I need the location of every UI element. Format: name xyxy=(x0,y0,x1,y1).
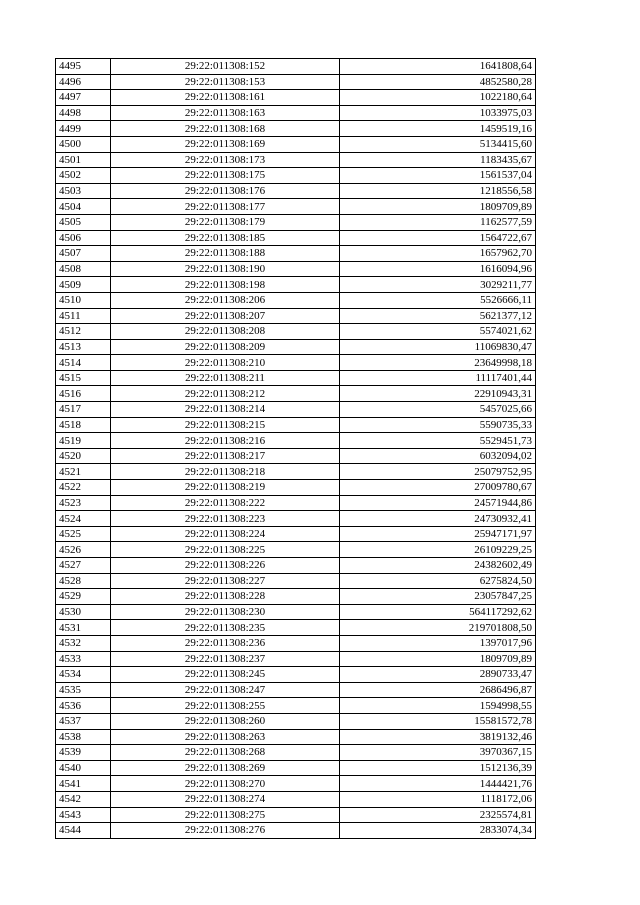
value-cell: 5526666,11 xyxy=(340,292,536,308)
row-number-cell: 4536 xyxy=(56,698,111,714)
cadastral-number-cell: 29:22:011308:190 xyxy=(111,261,340,277)
cadastral-number-cell: 29:22:011308:275 xyxy=(111,807,340,823)
row-number-cell: 4508 xyxy=(56,261,111,277)
table-row xyxy=(56,121,536,137)
table-row xyxy=(56,261,536,277)
table-row xyxy=(56,90,536,106)
cadastral-number-cell: 29:22:011308:152 xyxy=(111,59,340,75)
table-row xyxy=(56,183,536,199)
row-number-cell: 4534 xyxy=(56,667,111,683)
table-row xyxy=(56,324,536,340)
row-number-cell: 4514 xyxy=(56,355,111,371)
table-row xyxy=(56,168,536,184)
value-cell: 219701808,50 xyxy=(340,620,536,636)
cadastral-number-cell: 29:22:011308:207 xyxy=(111,308,340,324)
cadastral-number-cell: 29:22:011308:227 xyxy=(111,573,340,589)
value-cell: 2890733,47 xyxy=(340,667,536,683)
table-row xyxy=(56,230,536,246)
cadastral-number-cell: 29:22:011308:237 xyxy=(111,651,340,667)
cadastral-number-cell: 29:22:011308:270 xyxy=(111,776,340,792)
row-number-cell: 4495 xyxy=(56,59,111,75)
value-cell: 2686496,87 xyxy=(340,682,536,698)
table-row xyxy=(56,745,536,761)
cadastral-number-cell: 29:22:011308:168 xyxy=(111,121,340,137)
table-row xyxy=(56,589,536,605)
cadastral-number-cell: 29:22:011308:222 xyxy=(111,495,340,511)
row-number-cell: 4502 xyxy=(56,168,111,184)
row-number-cell: 4506 xyxy=(56,230,111,246)
cadastral-number-cell: 29:22:011308:223 xyxy=(111,511,340,527)
row-number-cell: 4539 xyxy=(56,745,111,761)
value-cell: 4852580,28 xyxy=(340,74,536,90)
cadastral-number-cell: 29:22:011308:198 xyxy=(111,277,340,293)
row-number-cell: 4537 xyxy=(56,713,111,729)
table-row xyxy=(56,511,536,527)
row-number-cell: 4518 xyxy=(56,417,111,433)
row-number-cell: 4521 xyxy=(56,464,111,480)
table-row xyxy=(56,277,536,293)
row-number-cell: 4529 xyxy=(56,589,111,605)
row-number-cell: 4542 xyxy=(56,791,111,807)
value-cell: 5457025,66 xyxy=(340,402,536,418)
row-number-cell: 4519 xyxy=(56,433,111,449)
row-number-cell: 4531 xyxy=(56,620,111,636)
value-cell: 5134415,60 xyxy=(340,136,536,152)
value-cell: 5574021,62 xyxy=(340,324,536,340)
table-row xyxy=(56,760,536,776)
value-cell: 23649998,18 xyxy=(340,355,536,371)
table-row xyxy=(56,59,536,75)
row-number-cell: 4496 xyxy=(56,74,111,90)
cadastral-number-cell: 29:22:011308:236 xyxy=(111,635,340,651)
row-number-cell: 4525 xyxy=(56,526,111,542)
row-number-cell: 4512 xyxy=(56,324,111,340)
cadastral-number-cell: 29:22:011308:177 xyxy=(111,199,340,215)
value-cell: 22910943,31 xyxy=(340,386,536,402)
value-cell: 1033975,03 xyxy=(340,105,536,121)
table-row xyxy=(56,823,536,839)
cadastral-number-cell: 29:22:011308:245 xyxy=(111,667,340,683)
cadastral-number-cell: 29:22:011308:274 xyxy=(111,791,340,807)
cadastral-number-cell: 29:22:011308:230 xyxy=(111,604,340,620)
value-cell: 1564722,67 xyxy=(340,230,536,246)
cadastral-number-cell: 29:22:011308:224 xyxy=(111,526,340,542)
value-cell: 11069830,47 xyxy=(340,339,536,355)
value-cell: 1561537,04 xyxy=(340,168,536,184)
table-row xyxy=(56,152,536,168)
table-body xyxy=(56,59,536,839)
table-row xyxy=(56,667,536,683)
row-number-cell: 4500 xyxy=(56,136,111,152)
value-cell: 11117401,44 xyxy=(340,370,536,386)
row-number-cell: 4520 xyxy=(56,448,111,464)
table-row xyxy=(56,199,536,215)
cadastral-number-cell: 29:22:011308:276 xyxy=(111,823,340,839)
row-number-cell: 4538 xyxy=(56,729,111,745)
value-cell: 1657962,70 xyxy=(340,246,536,262)
row-number-cell: 4501 xyxy=(56,152,111,168)
row-number-cell: 4526 xyxy=(56,542,111,558)
cadastral-number-cell: 29:22:011308:161 xyxy=(111,90,340,106)
value-cell: 1444421,76 xyxy=(340,776,536,792)
table-row xyxy=(56,558,536,574)
table-row xyxy=(56,651,536,667)
table-row xyxy=(56,480,536,496)
row-number-cell: 4532 xyxy=(56,635,111,651)
value-cell: 1118172,06 xyxy=(340,791,536,807)
table-row xyxy=(56,339,536,355)
table-row xyxy=(56,698,536,714)
cadastral-number-cell: 29:22:011308:169 xyxy=(111,136,340,152)
row-number-cell: 4499 xyxy=(56,121,111,137)
cadastral-number-cell: 29:22:011308:179 xyxy=(111,214,340,230)
table-row xyxy=(56,402,536,418)
row-number-cell: 4528 xyxy=(56,573,111,589)
value-cell: 1183435,67 xyxy=(340,152,536,168)
table-row xyxy=(56,292,536,308)
cadastral-number-cell: 29:22:011308:269 xyxy=(111,760,340,776)
value-cell: 24730932,41 xyxy=(340,511,536,527)
value-cell: 6275824,50 xyxy=(340,573,536,589)
cadastral-number-cell: 29:22:011308:215 xyxy=(111,417,340,433)
row-number-cell: 4535 xyxy=(56,682,111,698)
cadastral-number-cell: 29:22:011308:235 xyxy=(111,620,340,636)
cadastral-number-cell: 29:22:011308:218 xyxy=(111,464,340,480)
cadastral-number-cell: 29:22:011308:153 xyxy=(111,74,340,90)
value-cell: 27009780,67 xyxy=(340,480,536,496)
row-number-cell: 4540 xyxy=(56,760,111,776)
table-row xyxy=(56,495,536,511)
cadastral-number-cell: 29:22:011308:219 xyxy=(111,480,340,496)
value-cell: 1459519,16 xyxy=(340,121,536,137)
row-number-cell: 4516 xyxy=(56,386,111,402)
cadastral-number-cell: 29:22:011308:185 xyxy=(111,230,340,246)
value-cell: 3970367,15 xyxy=(340,745,536,761)
table-row xyxy=(56,542,536,558)
value-cell: 2833074,34 xyxy=(340,823,536,839)
table-row xyxy=(56,386,536,402)
row-number-cell: 4498 xyxy=(56,105,111,121)
row-number-cell: 4497 xyxy=(56,90,111,106)
value-cell: 2325574,81 xyxy=(340,807,536,823)
cadastral-number-cell: 29:22:011308:226 xyxy=(111,558,340,574)
row-number-cell: 4511 xyxy=(56,308,111,324)
value-cell: 24571944,86 xyxy=(340,495,536,511)
value-cell: 1162577,59 xyxy=(340,214,536,230)
table-row xyxy=(56,105,536,121)
cadastral-value-table xyxy=(55,58,536,839)
row-number-cell: 4505 xyxy=(56,214,111,230)
value-cell: 1022180,64 xyxy=(340,90,536,106)
cadastral-number-cell: 29:22:011308:211 xyxy=(111,370,340,386)
table-row xyxy=(56,308,536,324)
cadastral-number-cell: 29:22:011308:212 xyxy=(111,386,340,402)
table-row xyxy=(56,214,536,230)
row-number-cell: 4517 xyxy=(56,402,111,418)
table-row xyxy=(56,573,536,589)
value-cell: 1218556,58 xyxy=(340,183,536,199)
table-row xyxy=(56,246,536,262)
table-row xyxy=(56,776,536,792)
cadastral-number-cell: 29:22:011308:209 xyxy=(111,339,340,355)
row-number-cell: 4527 xyxy=(56,558,111,574)
table-row xyxy=(56,729,536,745)
cadastral-number-cell: 29:22:011308:247 xyxy=(111,682,340,698)
value-cell: 564117292,62 xyxy=(340,604,536,620)
table-row xyxy=(56,136,536,152)
row-number-cell: 4530 xyxy=(56,604,111,620)
value-cell: 5621377,12 xyxy=(340,308,536,324)
value-cell: 26109229,25 xyxy=(340,542,536,558)
table-row xyxy=(56,791,536,807)
table-row xyxy=(56,417,536,433)
row-number-cell: 4509 xyxy=(56,277,111,293)
cadastral-number-cell: 29:22:011308:217 xyxy=(111,448,340,464)
cadastral-number-cell: 29:22:011308:175 xyxy=(111,168,340,184)
value-cell: 1616094,96 xyxy=(340,261,536,277)
value-cell: 24382602,49 xyxy=(340,558,536,574)
cadastral-number-cell: 29:22:011308:255 xyxy=(111,698,340,714)
value-cell: 3819132,46 xyxy=(340,729,536,745)
row-number-cell: 4522 xyxy=(56,480,111,496)
table-row xyxy=(56,370,536,386)
row-number-cell: 4544 xyxy=(56,823,111,839)
row-number-cell: 4515 xyxy=(56,370,111,386)
value-cell: 15581572,78 xyxy=(340,713,536,729)
cadastral-number-cell: 29:22:011308:216 xyxy=(111,433,340,449)
value-cell: 1512136,39 xyxy=(340,760,536,776)
cadastral-number-cell: 29:22:011308:263 xyxy=(111,729,340,745)
table-row xyxy=(56,635,536,651)
table-row xyxy=(56,526,536,542)
value-cell: 6032094,02 xyxy=(340,448,536,464)
value-cell: 1594998,55 xyxy=(340,698,536,714)
row-number-cell: 4513 xyxy=(56,339,111,355)
value-cell: 3029211,77 xyxy=(340,277,536,293)
row-number-cell: 4510 xyxy=(56,292,111,308)
value-cell: 5529451,73 xyxy=(340,433,536,449)
cadastral-number-cell: 29:22:011308:163 xyxy=(111,105,340,121)
row-number-cell: 4524 xyxy=(56,511,111,527)
cadastral-number-cell: 29:22:011308:228 xyxy=(111,589,340,605)
table-row xyxy=(56,74,536,90)
row-number-cell: 4541 xyxy=(56,776,111,792)
row-number-cell: 4503 xyxy=(56,183,111,199)
table-row xyxy=(56,620,536,636)
cadastral-number-cell: 29:22:011308:260 xyxy=(111,713,340,729)
row-number-cell: 4533 xyxy=(56,651,111,667)
cadastral-number-cell: 29:22:011308:188 xyxy=(111,246,340,262)
table-row xyxy=(56,464,536,480)
value-cell: 1809709,89 xyxy=(340,651,536,667)
row-number-cell: 4543 xyxy=(56,807,111,823)
value-cell: 25947171,97 xyxy=(340,526,536,542)
value-cell: 1809709,89 xyxy=(340,199,536,215)
value-cell: 23057847,25 xyxy=(340,589,536,605)
table-row xyxy=(56,682,536,698)
row-number-cell: 4507 xyxy=(56,246,111,262)
table-row xyxy=(56,604,536,620)
value-cell: 1641808,64 xyxy=(340,59,536,75)
row-number-cell: 4523 xyxy=(56,495,111,511)
value-cell: 25079752,95 xyxy=(340,464,536,480)
cadastral-number-cell: 29:22:011308:176 xyxy=(111,183,340,199)
value-cell: 1397017,96 xyxy=(340,635,536,651)
cadastral-number-cell: 29:22:011308:208 xyxy=(111,324,340,340)
row-number-cell: 4504 xyxy=(56,199,111,215)
cadastral-number-cell: 29:22:011308:206 xyxy=(111,292,340,308)
table-row xyxy=(56,807,536,823)
value-cell: 5590735,33 xyxy=(340,417,536,433)
cadastral-number-cell: 29:22:011308:225 xyxy=(111,542,340,558)
cadastral-number-cell: 29:22:011308:268 xyxy=(111,745,340,761)
cadastral-number-cell: 29:22:011308:173 xyxy=(111,152,340,168)
table-row xyxy=(56,713,536,729)
table-row xyxy=(56,448,536,464)
cadastral-number-cell: 29:22:011308:214 xyxy=(111,402,340,418)
table-row xyxy=(56,355,536,371)
cadastral-number-cell: 29:22:011308:210 xyxy=(111,355,340,371)
table-row xyxy=(56,433,536,449)
